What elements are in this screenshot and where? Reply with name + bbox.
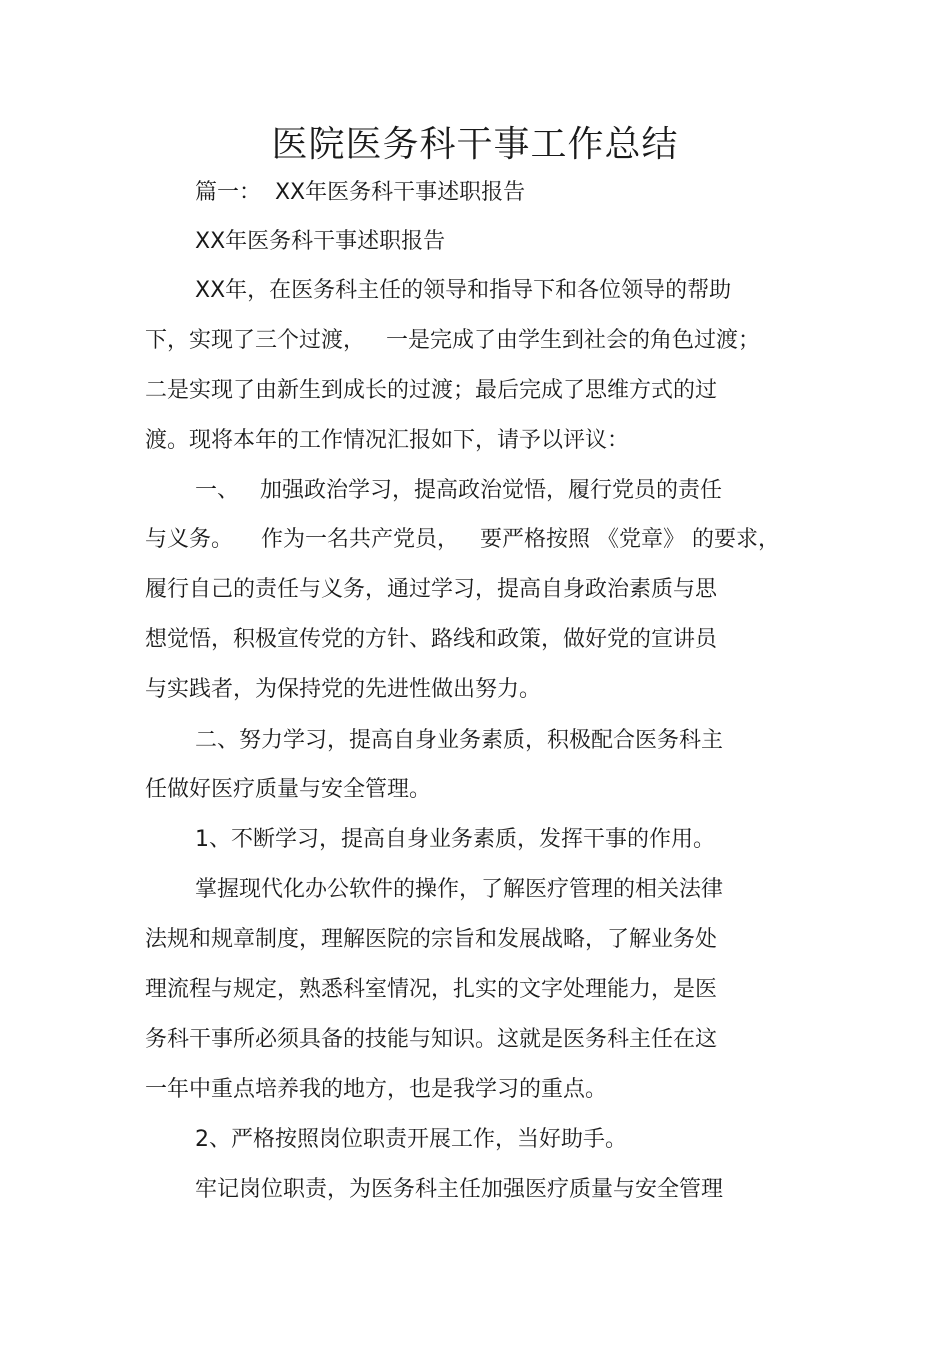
text-line: 二是实现了由新生到成长的过渡；最后完成了思维方式的过 (145, 378, 718, 403)
text-line: 一年中重点培养我的地方，也是我学习的重点。 (145, 1077, 608, 1102)
text-line: 任做好医疗质量与安全管理。 (145, 777, 432, 802)
text-line: 与义务。 作为一名共产党员， 要严格按照 《党章》 的要求， (145, 527, 780, 552)
text-line: 渡。现将本年的工作情况汇报如下，请予以评议： (145, 428, 630, 453)
text-line: 下，实现了三个过渡， 一是完成了由学生到社会的角色过渡； (145, 328, 760, 353)
text-line: XX年医务科干事述职报告 (195, 229, 446, 254)
text-line: 2、严格按照岗位职责开展工作，当好助手。 (195, 1127, 627, 1152)
text-line: 掌握现代化办公软件的操作，了解医疗管理的相关法律 (195, 877, 724, 902)
text-line: 理流程与规定，熟悉科室情况，扎实的文字处理能力，是医 (145, 977, 718, 1002)
document-title: 医院医务科干事工作总结 (271, 124, 679, 165)
text-line: 履行自己的责任与义务，通过学习，提高自身政治素质与思 (145, 577, 718, 602)
text-line: 法规和规章制度，理解医院的宗旨和发展战略，了解业务处 (145, 927, 718, 952)
text-line: 1、不断学习，提高自身业务素质，发挥干事的作用。 (195, 827, 715, 852)
text-line: 篇一： XX年医务科干事述职报告 (195, 180, 526, 205)
text-line: 二、努力学习，提高自身业务素质，积极配合医务科主 (195, 728, 724, 753)
text-line: XX年，在医务科主任的领导和指导下和各位领导的帮助 (195, 278, 732, 303)
text-line: 牢记岗位职责，为医务科主任加强医疗质量与安全管理 (195, 1177, 724, 1202)
text-line: 与实践者，为保持党的先进性做出努力。 (145, 677, 542, 702)
text-line: 一、 加强政治学习，提高政治觉悟，履行党员的责任 (195, 478, 722, 503)
text-line: 想觉悟，积极宣传党的方针、路线和政策，做好党的宣讲员 (145, 627, 718, 652)
text-line: 务科干事所必须具备的技能与知识。这就是医务科主任在这 (145, 1027, 718, 1052)
